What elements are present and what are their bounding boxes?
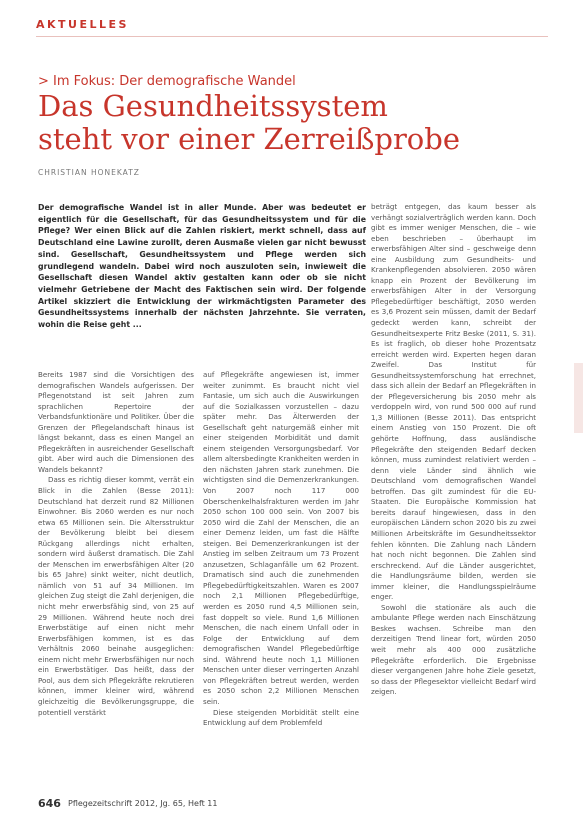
section-label: AKTUELLES: [36, 18, 129, 31]
paragraph: beträgt entgegen, das kaum besser als verhängt sozialverträglich werden kann. Doch gibt es immer weniger Menschen, die – wie eben beschrieben – überhaupt im erwerbsfähigen Alter sind – geschweige denn eine Ausbildung zum Gesundheits- und Krankenpflegenden absolvieren. 2050 wären knapp ein Prozent der Bevölkerung im erwerbsfähigen Alter in der Versorgung Pflegebedürftiger beschäftigt, 2050 werden es 3,6 Prozent sein müssen, damit der Bedarf gedeckt werden kann, schreibt der Gesundheitsexperte Fritz Beske (2011, S. 31). Es ist fraglich, ob dieser hohe Prozentsatz erreicht werden wird. Experten hegen daran Zweifel. Das Institut für Gesundheitssystemforschung hat errechnet, dass sich allein der Bedarf an Pflegekräften in der Pflegeversicherung bis 2050 mehr als verdoppeln wird, von rund 500 000 auf rund 1,3 Millionen (Besse 2011). Das entspricht einem Anstieg von 150 Prozent. Die oft gehörte Hoffnung, dass ausländische Pflegekräfte den steigenden Bedarf decken können, muss zumindest relativiert werden – denn viele Länder sind ähnlich wie Deutschland vom demografischen Wandel betroffen. Das gilt zumindest für die EU-Staaten. Die Europäische Kommission hat bereits darauf hingewiesen, dass in den europäischen Ländern schon 2020 bis zu zwei Millionen Arbeitskräfte im Gesundheitssektor fehlen könnten. Die Zahlung nach Ländern hat noch nicht begonnen. Die Zahlen sind erschreckend. Auf die Länder ausgerichtet, die Handlungsräume bilden, werden sie immer kleiner, die Handlungsspielräume enger.: [371, 202, 536, 602]
paragraph: Sowohl die stationäre als auch die ambulante Pflege werden nach Einschätzung Beskes wachsen. Schreibe man den derzeitigen Trend linear fort, würden 2050 weit mehr als 400 000 zusätzliche Pflegekräfte erforderlich. Die Ergebnisse dieser vergangenen Jahre hohe Ziele gesetzt, so dass der Pflegesektor vielleicht Bedarf wird zeigen.: [371, 602, 536, 697]
article-title-line-1: Das Gesundheitssystem: [38, 89, 388, 123]
article-title: [38, 90, 508, 156]
body-column-1: [38, 370, 194, 718]
paragraph: Diese steigenden Morbidität stellt eine Entwicklung auf dem Problemfeld: [203, 707, 359, 728]
article-title-line-2: steht vor einer Zerreißprobe: [38, 122, 460, 156]
paragraph: Bereits 1987 sind die Vorsichtigen des demografischen Wandels aufgerissen. Der Pflegenotstand ist seit Jahren zum sprachlichen Repertoire der Verbandsfunktionäre und Politiker. Über die Grenzen der Pflegelandschaft hinaus ist längst bekannt, dass es einen Mangel an Pflegekräften in ausreichender Gesellschaft gibt. Aber wird auch die Dimensionen des Wandels bekannt?: [38, 370, 194, 474]
page-number: 646: [38, 797, 61, 810]
journal-citation: Pflegezeitschrift 2012, Jg. 65, Heft 11: [68, 799, 218, 808]
page-edge-tab: [574, 363, 583, 433]
article-kicker: > Im Fokus: Der demografische Wandel: [38, 74, 296, 89]
paragraph: auf Pflegekräfte angewiesen ist, immer weiter zunimmt. Es braucht nicht viel Fantasie, um sich auch die Auswirkungen auf die Sozialkassen vorzustellen – dazu später mehr. Das Älterwerden der Gesellschaft geht naturgemäß einher mit einer steigenden Morbidität und damit einem steigenden Versorgungsbedarf. Vor allem altersbedingte Krankheiten werden in den nächsten Jahren stark zunehmen. Die wichtigsten sind die Demenzerkrankungen. Von 2007 noch 117 000 Oberschenkelhalsfrakturen werden im Jahr 2050 schon 100 000 sein. Von 2007 bis 2050 wird die Zahl der Menschen, die an einer Demenz leiden, um fast die Hälfte steigen. Bei Demenzerkrankungen ist der Anstieg im selben Zeitraum um 73 Prozent anzusetzen, Schlaganfälle um 62 Prozent. Dramatisch sind auch die zunehmenden Pflegebedürftigkeitszahlen. Waren es 2007 noch 2,1 Millionen Pflegebedürftige, werden es 2050 rund 4,5 Millionen sein, fast doppelt so viele. Rund 1,6 Millionen Menschen, die nach einem Unfall oder in Folge der Entwicklung auf dem demografischen Wandel Pflegebedürftige sind. Während heute noch 1,1 Millionen Menschen unter dieser verringerten Anzahl von Pflegekräften betreut werden, werden es 2050 schon 2,2 Millionen Menschen sein.: [203, 370, 359, 706]
body-column-2: [203, 370, 359, 729]
paragraph: Dass es richtig dieser kommt, verrät ein Blick in die Zahlen (Besse 2011): Deutschland hat derzeit rund 82 Millionen Einwohner. Bis 2060 werden es nur noch etwa 65 Millionen sein. Die Altersstruktur der Bevölkerung bleibt bei diesem Rückgang allerdings nicht erhalten, sondern wird äußerst dramatisch. Die Zahl der Menschen im erwerbsfähigen Alter (20 bis 65 Jahre) sinkt weiter, nicht deutlich, nämlich von 51 auf 34 Millionen. Im gleichen Zug steigt die Zahl derjenigen, die nicht mehr erwerbsfähig sind, von 25 auf 29 Millionen. Während heute noch drei Erwerbstätige auf einen nicht mehr Erwerbsfähigen kommen, ist es das Verhältnis 2060 beinahe ausgeglichen: einem nicht mehr Erwerbsfähigen nur noch ein Erwerbstätiger. Das heißt, dass der Pool, aus dem sich Pflegekräfte rekrutieren können, immer kleiner wird, während gleichzeitig die Bevölkerungsgruppe, die potentiell verstärkt: [38, 475, 194, 717]
body-column-3: [371, 202, 536, 698]
article-author: CHRISTIAN HONEKATZ: [38, 168, 140, 177]
article-lead: Der demografische Wandel ist in aller Munde. Aber was bedeutet er eigentlich für die Gesellschaft, für das Gesundheitssystem und für die Pflege? Wer einen Blick auf die Zahlen riskiert, merkt schnell, dass auf Deutschland eine Lawine zurollt, deren Ausmaße vielen gar nicht bewusst sind. Gesellschaft, Gesundheitssystem und Pflege werden sich grundlegend wandeln. Dabei wird noch auszuloten sein, inwieweit die Gesellschaft diesen Wandel aktiv gestalten kann oder ob sie nicht vielmehr Getriebene der Macht des Faktischen sein wird. Der folgende Artikel skizziert die Entwicklung der wirkmächtigsten Parameter des Gesundheitssystems innerhalb der nächsten Jahrzehnte. Sie verraten, wohin die Reise geht ...: [38, 203, 366, 330]
section-divider: [36, 36, 548, 37]
